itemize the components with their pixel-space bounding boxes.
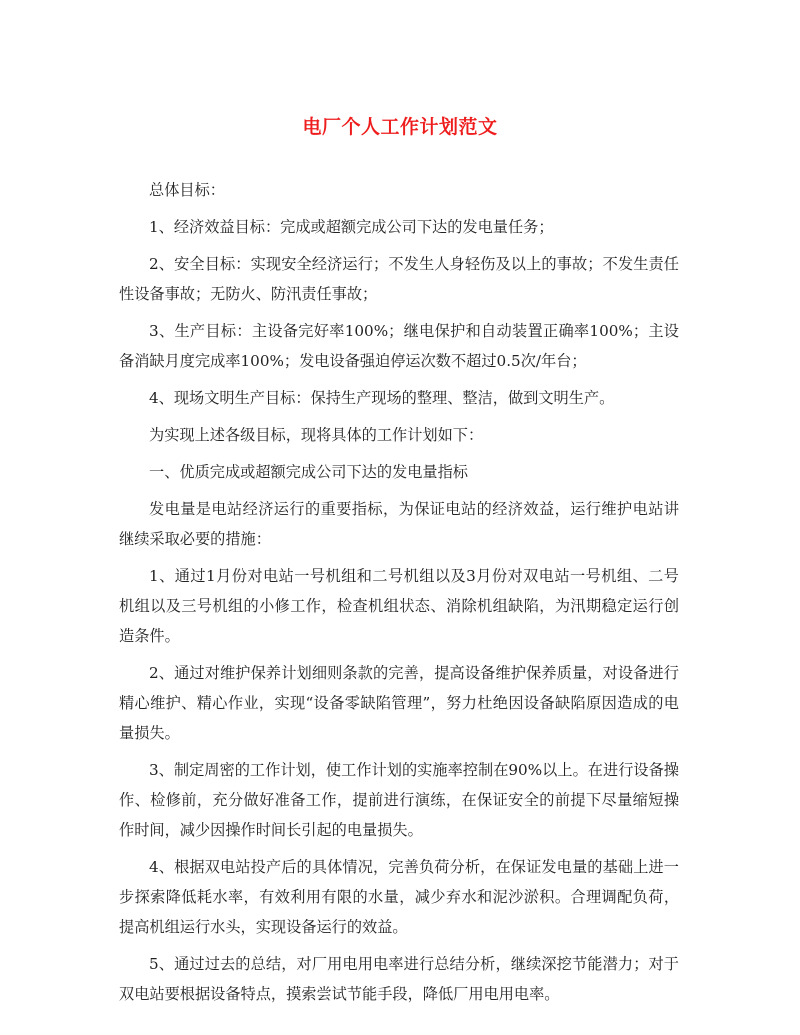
paragraph-measure-4: 4、根据双电站投产后的具体情况，完善负荷分析，在保证发电量的基础上进一步探索降低耗水率，有效利用有限的水量，减少弃水和泥沙淤积。合理调配负荷，提高机组运行水头，实现设备运行的效益。 xyxy=(119,858,679,936)
paragraph-measure-3: 3、制定周密的工作计划，使工作计划的实施率控制在90%以上。在进行设备操作、检修前，充分做好准备工作，提前进行演练，在保证安全的前提下尽量缩短操作时间，减少因操作时间长引起的电量损失。 xyxy=(119,761,679,839)
paragraph-plan-intro: 为实现上述各级目标，现将具体的工作计划如下： xyxy=(149,426,484,444)
paragraph-safety-goal: 2、安全目标：实现安全经济运行；不发生人身轻伤及以上的事故；不发生责任性设备事故；无防火、防汛责任事故； xyxy=(119,255,679,303)
paragraph-production-goal: 3、生产目标：主设备完好率100%；继电保护和自动装置正确率100%；主设备消缺月度完成率100%；发电设备强迫停运次数不超过0.5次/年台； xyxy=(119,322,679,370)
paragraph-measure-5: 5、通过过去的总结，对厂用电用电率进行总结分析，继续深挖节能潜力；对于双电站要根据设备特点，摸索尝试节能手段，降低厂用电用电率。 xyxy=(119,955,679,1003)
paragraph-measure-1: 1、通过1月份对电站一号机组和二号机组以及3月份对双电站一号机组、二号机组以及三号机组的小修工作，检查机组状态、消除机组缺陷，为汛期稳定运行创造条件。 xyxy=(119,567,679,645)
paragraph-section-one-heading: 一、优质完成或超额完成公司下达的发电量指标 xyxy=(149,463,468,481)
paragraph-power-generation: 发电量是电站经济运行的重要指标，为保证电站的经济效益，运行维护电站讲继续采取必要的措施： xyxy=(119,500,679,548)
document-body xyxy=(119,175,679,1016)
paragraph-economic-goal: 1、经济效益目标：完成或超额完成公司下达的发电量任务； xyxy=(149,218,554,236)
paragraph-measure-2: 2、通过对维护保养计划细则条款的完善，提高设备维护保养质量，对设备进行精心维护、精心作业，实现“设备零缺陷管理”，努力杜绝因设备缺陷原因造成的电量损失。 xyxy=(119,664,679,742)
paragraph-civilized-production-goal: 4、现场文明生产目标：保持生产现场的整理、整洁，做到文明生产。 xyxy=(149,389,615,407)
paragraph-overall-goal: 总体目标： xyxy=(149,181,225,199)
document-title: 电厂个人工作计划范文 xyxy=(302,116,498,138)
